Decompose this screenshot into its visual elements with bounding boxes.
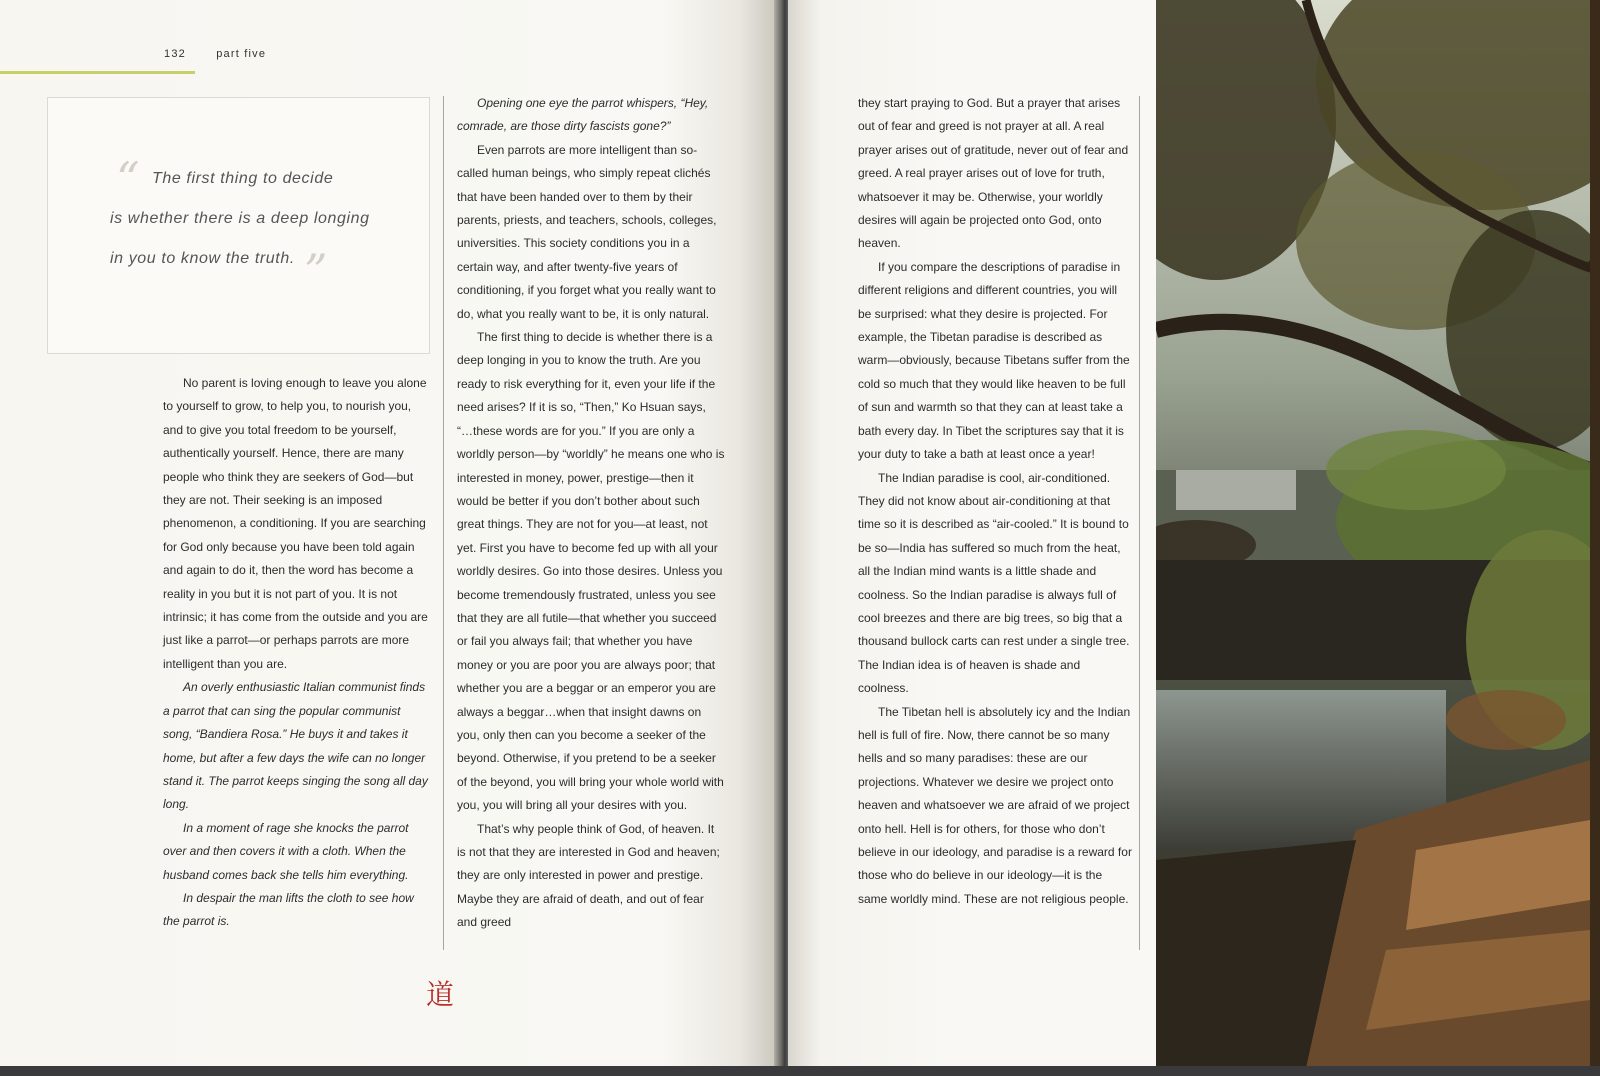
pull-quote-box bbox=[47, 97, 430, 354]
paragraph: That’s why people think of God, of heaven. It is not that they are interested in God and heaven; they are only interested in power and prestige. Maybe they are afraid of death, and out of fear and greed bbox=[457, 821, 720, 930]
paragraph: The Indian paradise is cool, air-conditioned. They did not know about air-conditioning at that time so it is described as “air-cooled.” It is bound to be so—India has suffered so much from the heat, all the Indian mind wants is a little shade and coolness. So the Indian paradise is always full of cool breezes and there are big trees, so big that a thousand bullock carts can rest under a single tree. The Indian idea is of heaven is shade and coolness. bbox=[858, 470, 1130, 696]
paragraph-italic: In despair the man lifts the cloth to see how the parrot is. bbox=[163, 890, 414, 929]
page-number: 132 bbox=[164, 48, 186, 60]
pull-quote-line-2: is whether there is a deep longing bbox=[110, 210, 370, 227]
column-divider-right bbox=[1139, 96, 1140, 950]
running-header bbox=[164, 48, 266, 60]
paragraph-italic: An overly enthusiastic Italian communist finds a parrot that can sing the popular communist song, “Bandiera Rosa.” He buys it and takes it home, but after a few days the wife can no longer stand it. The parrot keeps singing the song all day long. bbox=[163, 680, 428, 812]
tao-glyph-ornament: 道 bbox=[426, 978, 455, 1011]
text-column-a bbox=[163, 372, 428, 934]
column-divider bbox=[443, 96, 444, 950]
paragraph: The Tibetan hell is absolutely icy and the Indian hell is full of fire. Now, there cannot be so many hells and so many paradises: these are our projections. Whatever we desire we project onto heaven and whatsoever we are afraid of we project onto hell. Hell is for others, for those who don’t believe in our ideology, and paradise is a reward for those who do believe in our ideology—it is the same worldly mind. These are not religious people. bbox=[858, 704, 1132, 906]
paragraph: Even parrots are more intelligent than so-called human beings, who simply repeat clichés that have been handed over to them by their parents, priests, and teachers, schools, colleges, universities. This society conditions you in a certain way, and after twenty-five years of conditioning, if you forget what you really want to do, what you really want to be, it is only natural. bbox=[457, 142, 717, 321]
page-edge-strip bbox=[1590, 0, 1600, 1076]
paragraph: they start praying to God. But a prayer that arises out of fear and greed is not prayer at all. A real prayer arises out of gratitude, never out of fear and greed. A real prayer arises out of love for truth, whatsoever it may be. Otherwise, your worldly desires will again be projected onto God, onto heaven. bbox=[858, 96, 1129, 251]
forest-stream-photo bbox=[1156, 0, 1590, 1068]
paragraph-italic: In a moment of rage she knocks the parrot over and then covers it with a cloth. When the husband comes back she tells him everything. bbox=[163, 820, 409, 882]
text-column-b bbox=[457, 92, 725, 935]
pull-quote-line-3: in you to know the truth. bbox=[110, 250, 295, 267]
left-page bbox=[0, 0, 778, 1068]
bottom-edge-shadow bbox=[0, 1066, 1600, 1076]
header-accent-rule bbox=[0, 71, 195, 74]
text-column-c bbox=[858, 92, 1133, 911]
section-title: part five bbox=[216, 48, 267, 60]
paragraph: The first thing to decide is whether there is a deep longing in you to know the truth. Are you ready to risk everything for it, even your life if the need arises? If it is so, “Then,” Ko Hsuan says, “…these words are for you.” If you are only a worldly person—by “worldly” he means one who is interested in money, power, prestige—then it would be better if you don’t bother about such great things. They are not for you—at least, not yet. First you have to become fed up with all your worldly desires. Go into those desires. Unless you become tremendously frustrated, unless you see that they are all futile—that whether you succeed or fail you always fail; that whether you have money or you are poor you are always poor; that whether you are a beggar or an emperor you are always a beggar…when that insight dawns on you, only then can you become a seeker of the beyond. Otherwise, if you pretend to be a seeker of the beyond, you will bring your whole world with you, you will bring all your desires with you. bbox=[457, 330, 725, 813]
paragraph: If you compare the descriptions of paradise in different religions and different countries, you will be surprised: what they desire is projected. For example, the Tibetan paradise is described as warm—obviously, because Tibetans suffer from the cold so much that they would like heaven to be full of sun and warmth so that they can at least take a bath every day. In Tibet the scriptures say that it is your duty to take a bath at least once a year! bbox=[858, 259, 1130, 462]
paragraph: No parent is loving enough to leave you alone to yourself to grow, to help you, to nourish you, and to give you total freedom to be yourself, authentically yourself. Hence, there are many people who think they are seekers of God—but they are not. Their seeking is an imposed phenomenon, a conditioning. If you are searching for God only because you have been told again and again to do it, then the word has become a reality in you but it is not part of you. It is not intrinsic; it has come from the outside and you are just like a parrot—or perhaps parrots are more intelligent than you are. bbox=[163, 376, 428, 671]
photo-illustration bbox=[1156, 0, 1590, 1068]
close-quote-mark: ” bbox=[304, 244, 328, 298]
pull-quote-line-1: The first thing to decide bbox=[152, 170, 334, 187]
paragraph-italic: Opening one eye the parrot whispers, “Hey, comrade, are those dirty fascists gone?” bbox=[457, 96, 709, 134]
open-quote-mark: “ bbox=[116, 152, 140, 206]
